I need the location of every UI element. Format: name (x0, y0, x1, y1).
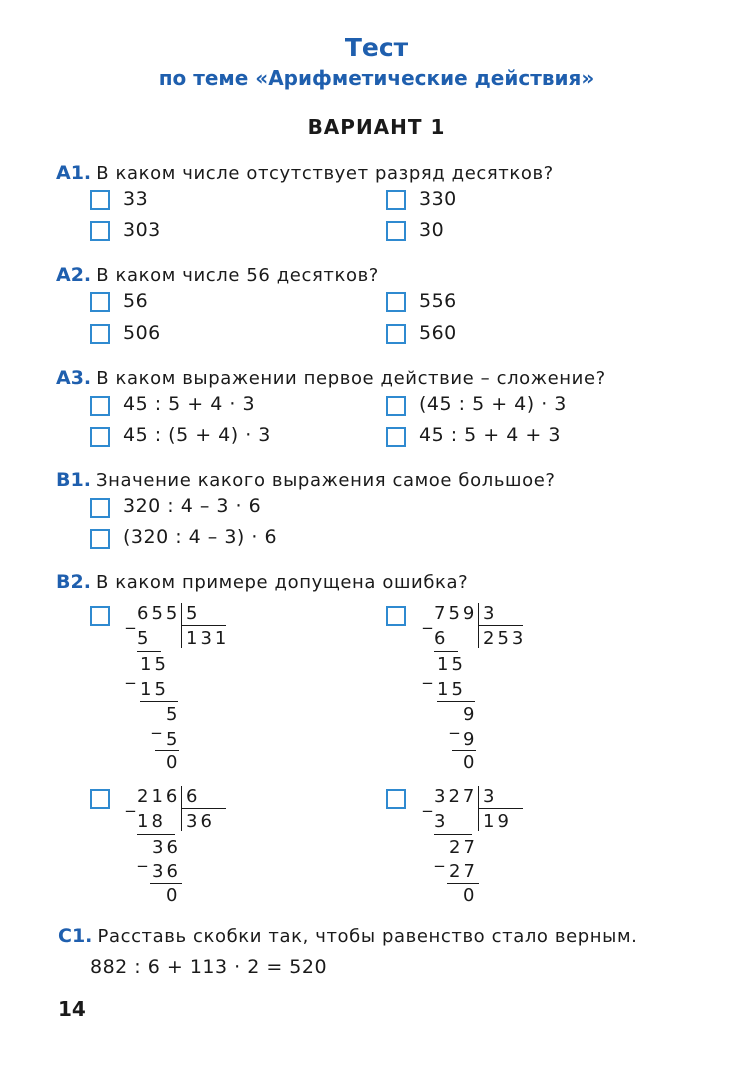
question-label: B1. (56, 469, 91, 491)
option-checkbox[interactable] (90, 190, 110, 210)
option-checkbox[interactable] (90, 221, 110, 241)
option-checkbox[interactable] (386, 221, 406, 241)
option-label: 33 (123, 188, 149, 210)
question-label: A1. (56, 162, 92, 184)
option-label: 30 (419, 219, 445, 241)
step-line (137, 834, 175, 835)
minus-sign: _ (126, 792, 135, 813)
step-value: 36 (152, 837, 181, 858)
option-checkbox[interactable] (90, 789, 110, 809)
minus-sign: _ (423, 792, 432, 813)
question-label: A3. (56, 367, 92, 389)
option-checkbox[interactable] (90, 427, 110, 447)
question-a2 (56, 264, 379, 286)
step-value: 5 (166, 704, 181, 725)
step-line (150, 883, 182, 884)
step-value: 5 (166, 729, 181, 750)
minus-sign: _ (126, 664, 135, 685)
option-checkbox[interactable] (90, 292, 110, 312)
dividend: 655 (137, 603, 181, 624)
step-value: 9 (463, 729, 478, 750)
option-label: (320 : 4 – 3) · 6 (123, 526, 278, 548)
step-value: 3 (434, 811, 449, 832)
quotient: 253 (483, 628, 527, 649)
step-value: 0 (463, 885, 478, 906)
option-label: 303 (123, 219, 161, 241)
option-label: (45 : 5 + 4) · 3 (419, 393, 567, 415)
divisor-line (479, 625, 523, 626)
option-label: 45 : (5 + 4) · 3 (123, 424, 271, 446)
option-checkbox[interactable] (386, 396, 406, 416)
option-checkbox[interactable] (386, 190, 406, 210)
step-value: 6 (434, 628, 449, 649)
step-value: 0 (166, 885, 181, 906)
option-checkbox[interactable] (90, 529, 110, 549)
minus-sign: _ (423, 609, 432, 630)
question-label: A2. (56, 264, 92, 286)
option-checkbox[interactable] (90, 498, 110, 518)
step-value: 15 (437, 679, 466, 700)
question-text: Расставь скобки так, чтобы равенство стало верным. (97, 926, 638, 947)
dividend: 759 (434, 603, 478, 624)
step-value: 15 (437, 654, 466, 675)
divisor-line (479, 808, 523, 809)
option-checkbox[interactable] (90, 606, 110, 626)
question-text: В каком выражении первое действие – сложение? (96, 368, 606, 389)
option-checkbox[interactable] (90, 324, 110, 344)
step-value: 18 (137, 811, 166, 832)
step-line (437, 701, 475, 702)
divisor: 3 (483, 603, 498, 624)
step-line (434, 651, 458, 652)
step-value: 27 (449, 861, 478, 882)
divisor: 6 (186, 786, 201, 807)
option-checkbox[interactable] (386, 789, 406, 809)
option-label: 56 (123, 290, 149, 312)
step-line (447, 883, 479, 884)
question-a3 (56, 367, 606, 389)
question-text: В каком числе 56 десятков? (96, 265, 379, 286)
minus-sign: _ (435, 847, 444, 868)
step-value: 9 (463, 704, 478, 725)
dividend: 327 (434, 786, 478, 807)
option-label: 330 (419, 188, 457, 210)
question-text: В каком примере допущена ошибка? (96, 572, 469, 593)
page-subtitle: по теме «Арифметические действия» (158, 66, 595, 90)
divisor: 5 (186, 603, 201, 624)
step-line (155, 750, 179, 751)
minus-sign: _ (126, 609, 135, 630)
quotient: 36 (186, 811, 215, 832)
divisor: 3 (483, 786, 498, 807)
step-line (452, 750, 476, 751)
option-checkbox[interactable] (90, 396, 110, 416)
step-line (434, 834, 472, 835)
option-label: 45 : 5 + 4 · 3 (123, 393, 256, 415)
quotient: 131 (186, 628, 230, 649)
question-text: Значение какого выражения самое большое? (96, 470, 556, 491)
option-label: 320 : 4 – 3 · 6 (123, 495, 262, 517)
option-label: 556 (419, 290, 457, 312)
step-value: 15 (140, 679, 169, 700)
option-checkbox[interactable] (386, 606, 406, 626)
step-value: 36 (152, 861, 181, 882)
step-value: 0 (166, 752, 181, 773)
divisor-line (182, 625, 226, 626)
step-value: 15 (140, 654, 169, 675)
option-label: 45 : 5 + 4 + 3 (419, 424, 561, 446)
step-line (137, 651, 161, 652)
option-checkbox[interactable] (386, 427, 406, 447)
option-checkbox[interactable] (386, 324, 406, 344)
option-label: 560 (419, 322, 457, 344)
minus-sign: _ (138, 847, 147, 868)
minus-sign: _ (152, 714, 161, 735)
question-b2 (56, 571, 468, 593)
minus-sign: _ (450, 714, 459, 735)
question-label: B2. (56, 571, 91, 593)
question-c1 (58, 925, 637, 947)
question-label: C1. (58, 925, 93, 947)
step-value: 27 (449, 837, 478, 858)
page-title: Тест (344, 33, 409, 62)
dividend: 216 (137, 786, 181, 807)
question-b1 (56, 469, 556, 491)
question-text: В каком числе отсутствует разряд десятков? (96, 163, 554, 184)
step-value: 0 (463, 752, 478, 773)
step-line (140, 701, 178, 702)
variant-heading: ВАРИАНТ 1 (307, 115, 446, 139)
divisor-line (182, 808, 226, 809)
step-value: 5 (137, 628, 152, 649)
question-a1 (56, 162, 554, 184)
quotient: 19 (483, 811, 512, 832)
page-number: 14 (58, 997, 86, 1021)
option-checkbox[interactable] (386, 292, 406, 312)
option-label: 506 (123, 322, 161, 344)
equation: 882 : 6 + 113 · 2 = 520 (90, 956, 328, 978)
minus-sign: _ (423, 664, 432, 685)
